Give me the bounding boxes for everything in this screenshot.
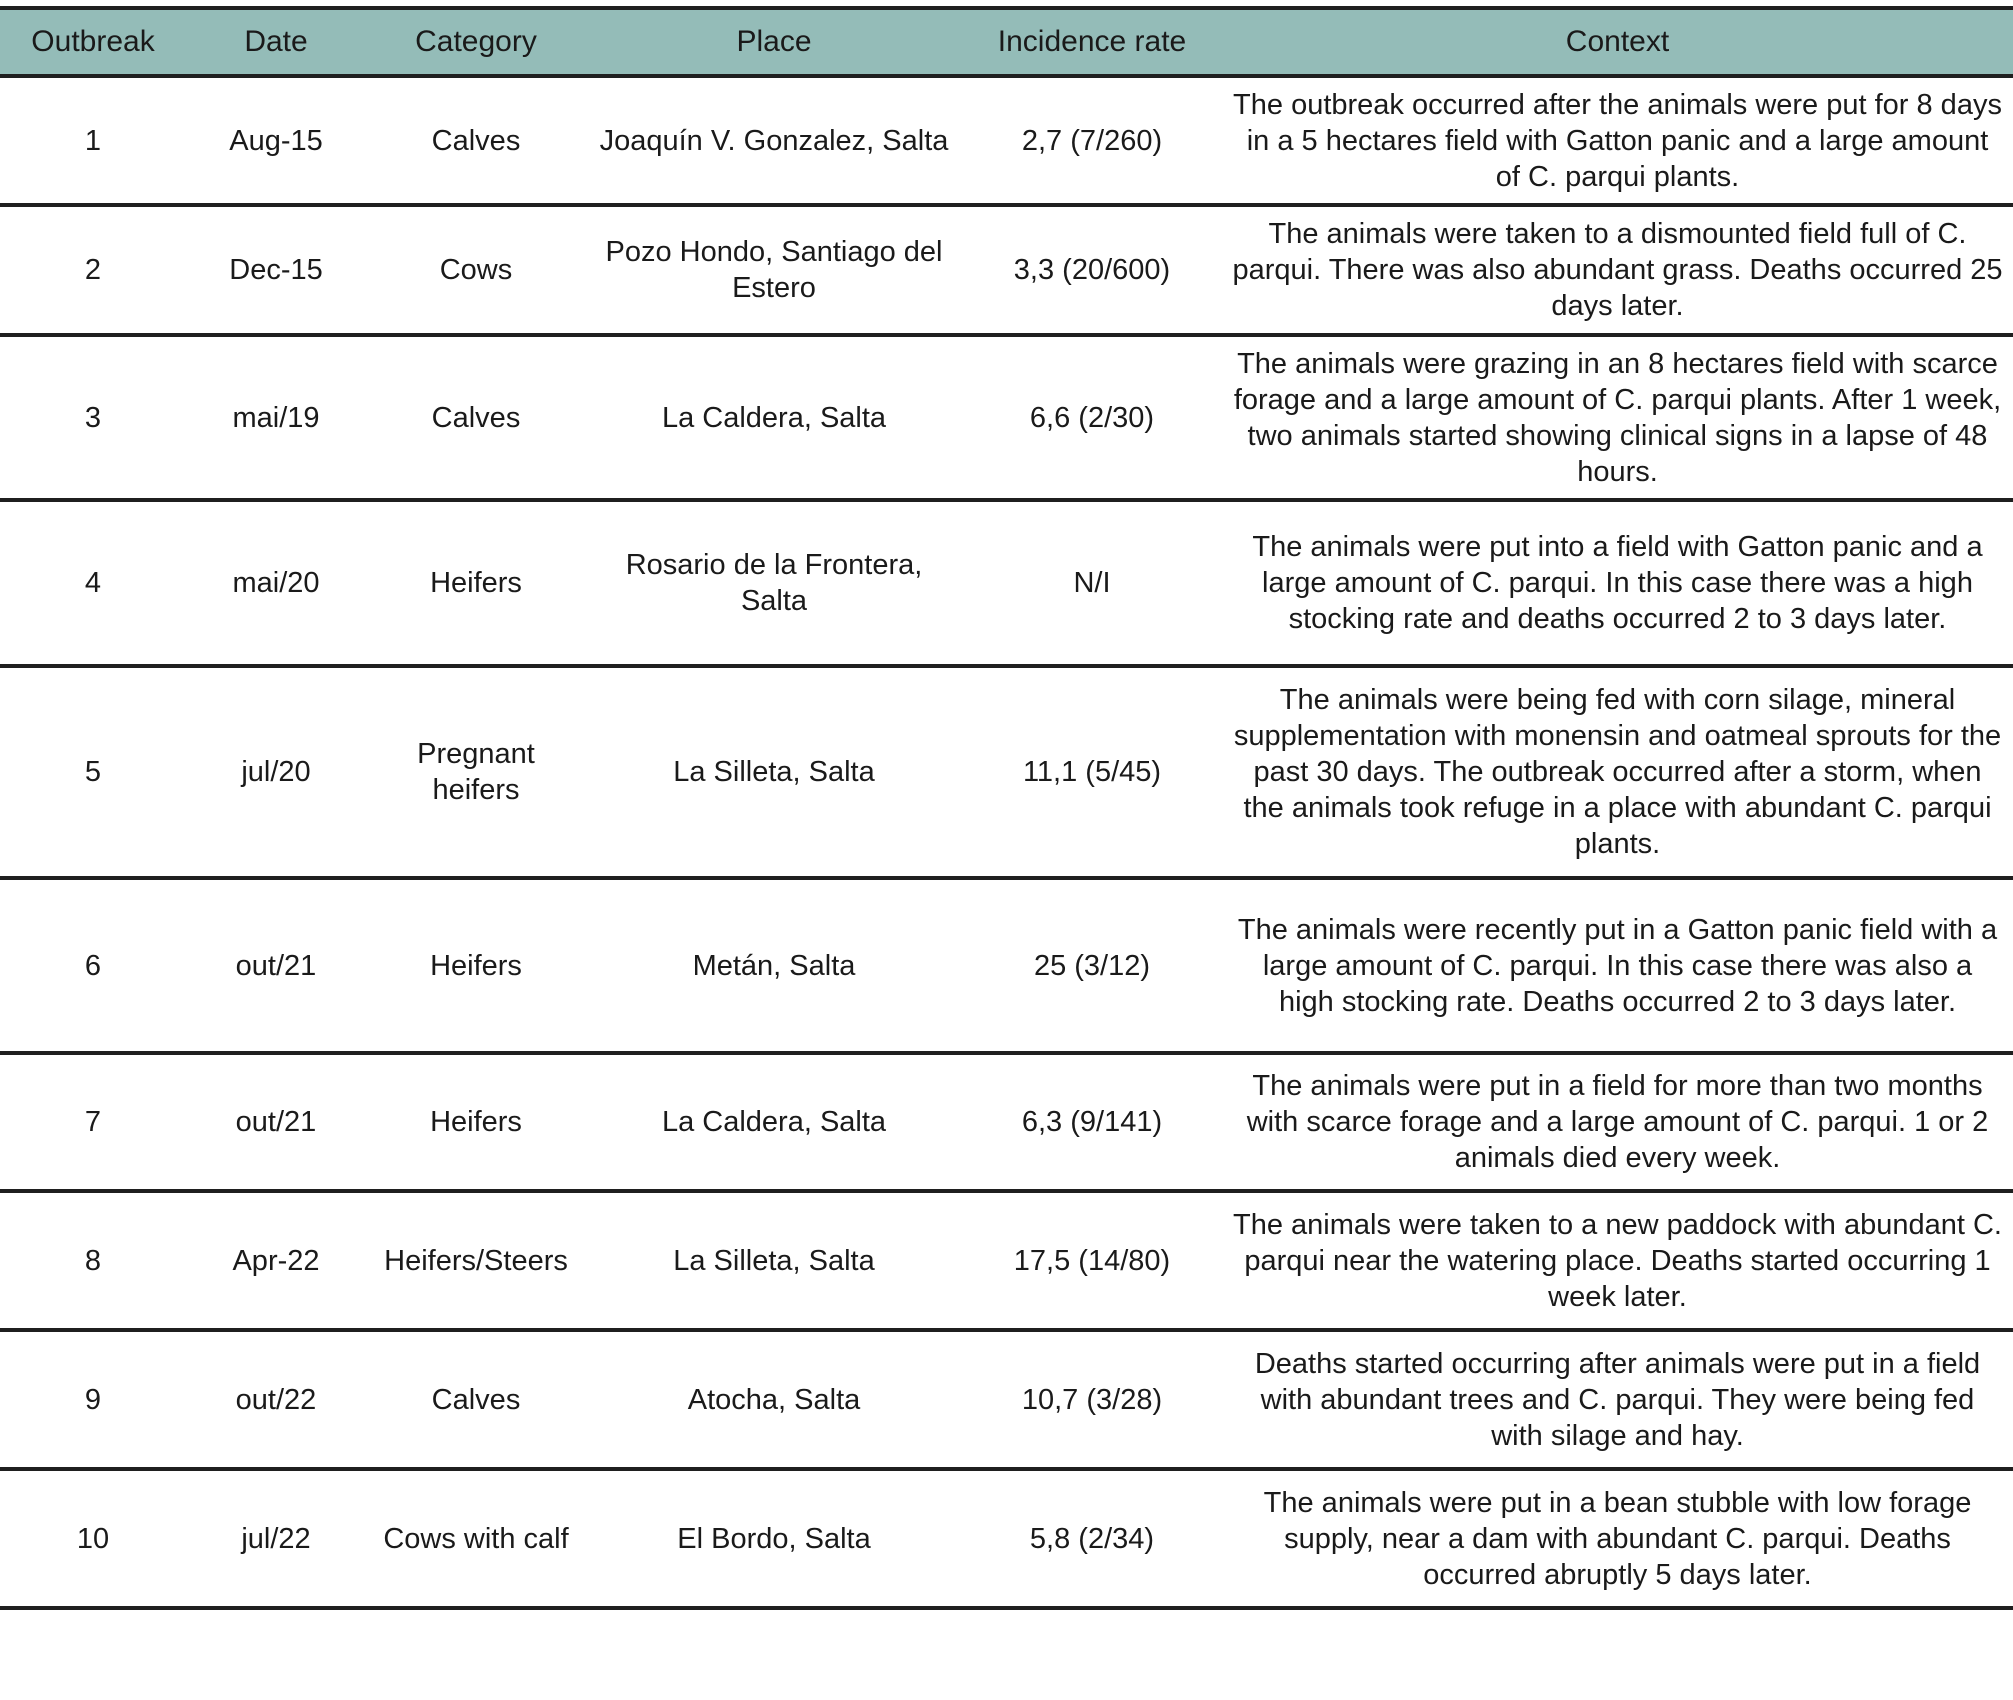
cell-incidence: 11,1 (5/45) — [962, 666, 1222, 878]
outbreak-table — [0, 6, 2013, 1610]
cell-category: Calves — [366, 335, 586, 500]
cell-date: Aug-15 — [186, 76, 366, 205]
cell-place: Atocha, Salta — [586, 1330, 962, 1469]
cell-date: Dec-15 — [186, 205, 366, 335]
cell-outbreak: 7 — [0, 1053, 186, 1191]
cell-place: La Caldera, Salta — [586, 1053, 962, 1191]
cell-outbreak: 10 — [0, 1469, 186, 1608]
cell-place: El Bordo, Salta — [586, 1469, 962, 1608]
cell-incidence: 25 (3/12) — [962, 878, 1222, 1053]
cell-context: The animals were being fed with corn silage, mineral supplementation with monensin and oatmeal sprouts for the past 30 days. The outbreak occurred after a storm, when the animals took refuge in a place with abundant C. parqui plants. — [1222, 666, 2013, 878]
outbreak-table-container — [0, 6, 2013, 1610]
cell-incidence: N/I — [962, 500, 1222, 666]
cell-incidence: 10,7 (3/28) — [962, 1330, 1222, 1469]
cell-outbreak: 1 — [0, 76, 186, 205]
table-row — [0, 335, 2013, 500]
cell-outbreak: 6 — [0, 878, 186, 1053]
header-category: Category — [366, 8, 586, 76]
cell-context: The animals were put into a field with Gatton panic and a large amount of C. parqui. In this case there was a high stocking rate and deaths occurred 2 to 3 days later. — [1222, 500, 2013, 666]
cell-outbreak: 5 — [0, 666, 186, 878]
cell-category: Heifers — [366, 500, 586, 666]
cell-date: mai/20 — [186, 500, 366, 666]
cell-context: The animals were recently put in a Gatton panic field with a large amount of C. parqui. In this case there was also a high stocking rate. Deaths occurred 2 to 3 days later. — [1222, 878, 2013, 1053]
cell-category: Heifers/Steers — [366, 1191, 586, 1330]
table-row — [0, 205, 2013, 335]
cell-outbreak: 8 — [0, 1191, 186, 1330]
table-row — [0, 500, 2013, 666]
cell-date: out/21 — [186, 878, 366, 1053]
table-row — [0, 666, 2013, 878]
cell-place: La Caldera, Salta — [586, 335, 962, 500]
cell-category: Calves — [366, 1330, 586, 1469]
cell-date: jul/20 — [186, 666, 366, 878]
cell-context: The animals were grazing in an 8 hectares field with scarce forage and a large amount of C. parqui plants. After 1 week, two animals started showing clinical signs in a lapse of 48 hours. — [1222, 335, 2013, 500]
cell-category: Calves — [366, 76, 586, 205]
cell-place: Rosario de la Frontera, Salta — [586, 500, 962, 666]
cell-date: mai/19 — [186, 335, 366, 500]
header-place: Place — [586, 8, 962, 76]
cell-category: Heifers — [366, 878, 586, 1053]
table-row — [0, 76, 2013, 205]
cell-context: The outbreak occurred after the animals were put for 8 days in a 5 hectares field with Gatton panic and a large amount of C. parqui plants. — [1222, 76, 2013, 205]
cell-context: The animals were put in a field for more than two months with scarce forage and a large amount of C. parqui. 1 or 2 animals died every week. — [1222, 1053, 2013, 1191]
cell-context: The animals were taken to a dismounted field full of C. parqui. There was also abundant grass. Deaths occurred 25 days later. — [1222, 205, 2013, 335]
header-context: Context — [1222, 8, 2013, 76]
table-row — [0, 1053, 2013, 1191]
cell-incidence: 6,3 (9/141) — [962, 1053, 1222, 1191]
cell-context: The animals were put in a bean stubble with low forage supply, near a dam with abundant C. parqui. Deaths occurred abruptly 5 days later. — [1222, 1469, 2013, 1608]
cell-place: La Silleta, Salta — [586, 1191, 962, 1330]
header-outbreak: Outbreak — [0, 8, 186, 76]
cell-incidence: 2,7 (7/260) — [962, 76, 1222, 205]
cell-incidence: 3,3 (20/600) — [962, 205, 1222, 335]
table-row — [0, 1191, 2013, 1330]
cell-place: Metán, Salta — [586, 878, 962, 1053]
cell-incidence: 17,5 (14/80) — [962, 1191, 1222, 1330]
header-date: Date — [186, 8, 366, 76]
table-row — [0, 878, 2013, 1053]
cell-category: Pregnant heifers — [366, 666, 586, 878]
cell-context: Deaths started occurring after animals were put in a field with abundant trees and C. parqui. They were being fed with silage and hay. — [1222, 1330, 2013, 1469]
cell-category: Cows with calf — [366, 1469, 586, 1608]
cell-outbreak: 2 — [0, 205, 186, 335]
cell-incidence: 6,6 (2/30) — [962, 335, 1222, 500]
cell-place: Joaquín V. Gonzalez, Salta — [586, 76, 962, 205]
cell-outbreak: 4 — [0, 500, 186, 666]
cell-place: Pozo Hondo, Santiago del Estero — [586, 205, 962, 335]
cell-category: Heifers — [366, 1053, 586, 1191]
table-row — [0, 1330, 2013, 1469]
table-row — [0, 1469, 2013, 1608]
cell-outbreak: 9 — [0, 1330, 186, 1469]
cell-place: La Silleta, Salta — [586, 666, 962, 878]
cell-incidence: 5,8 (2/34) — [962, 1469, 1222, 1608]
cell-date: out/21 — [186, 1053, 366, 1191]
cell-date: Apr-22 — [186, 1191, 366, 1330]
cell-category: Cows — [366, 205, 586, 335]
header-incidence-rate: Incidence rate — [962, 8, 1222, 76]
cell-date: out/22 — [186, 1330, 366, 1469]
cell-outbreak: 3 — [0, 335, 186, 500]
cell-date: jul/22 — [186, 1469, 366, 1608]
cell-context: The animals were taken to a new paddock with abundant C. parqui near the watering place. Deaths started occurring 1 week later. — [1222, 1191, 2013, 1330]
table-header-row — [0, 8, 2013, 76]
